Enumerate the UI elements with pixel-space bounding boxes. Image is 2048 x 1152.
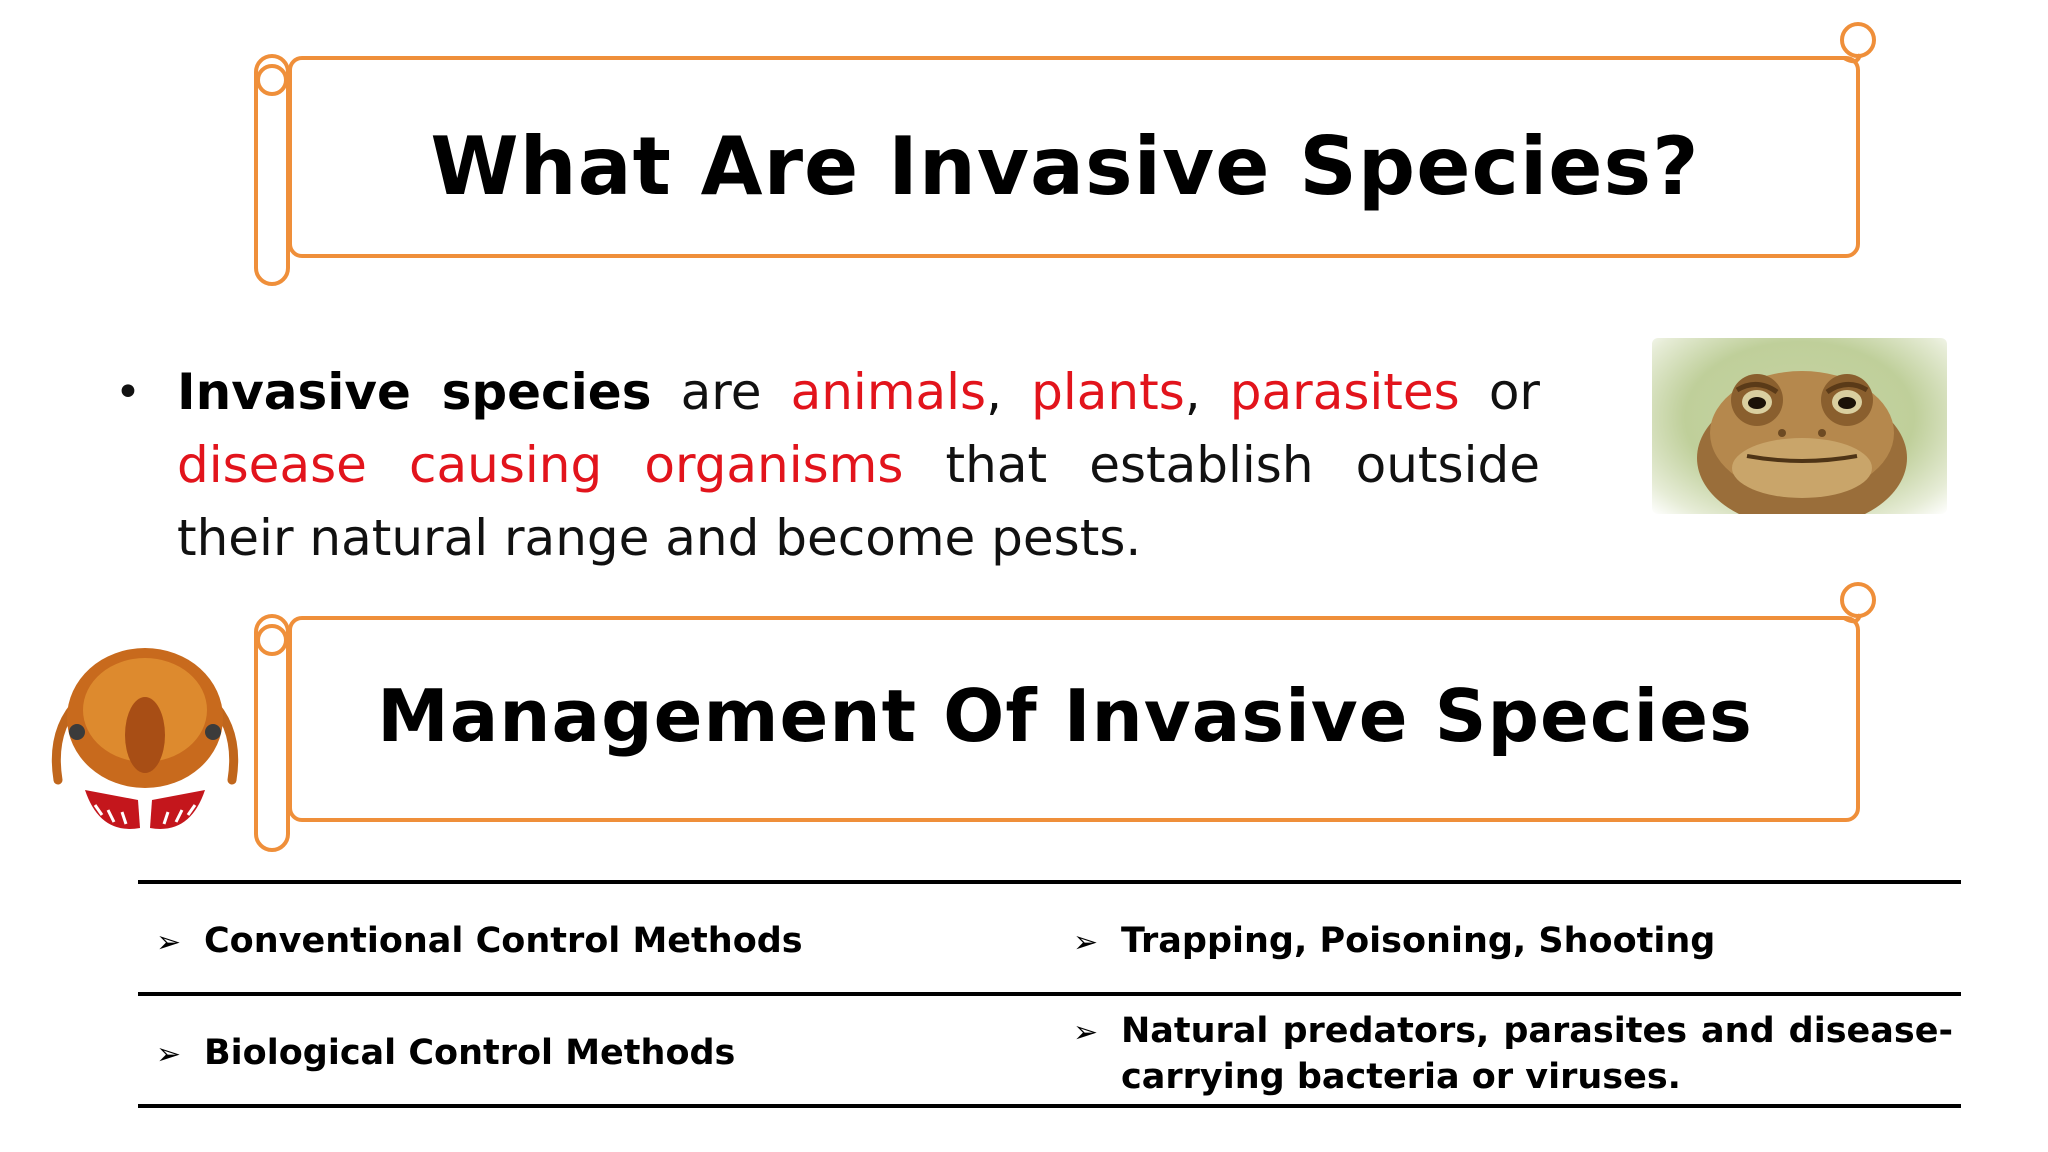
text-fragment: , — [1184, 363, 1230, 421]
definition-bullet — [115, 356, 1540, 575]
cell-text: Conventional Control Methods — [204, 921, 803, 961]
arrow-bullet-icon: ➢ — [1073, 925, 1099, 960]
page-title: What Are Invasive Species? — [430, 120, 1700, 213]
table-rule-top — [138, 880, 1961, 884]
text-fragment: , — [986, 363, 1032, 421]
table-rule-middle — [138, 992, 1961, 996]
arrow-bullet-icon: ➢ — [156, 1037, 182, 1072]
ant-image — [40, 640, 250, 840]
definition-text — [177, 356, 1540, 575]
cell-text: Natural predators, parasites and disease-carrying bacteria or viruses. — [1121, 1011, 1953, 1097]
arrow-bullet-icon: ➢ — [1073, 1015, 1099, 1050]
table-cell-description — [1073, 918, 1953, 964]
cell-text: Trapping, Poisoning, Shooting — [1121, 921, 1716, 961]
highlight-animals: animals — [790, 363, 987, 421]
text-fragment: or — [1459, 363, 1540, 421]
term-invasive-species: Invasive species — [177, 363, 652, 421]
cell-text: Biological Control Methods — [204, 1033, 736, 1073]
bullet-dot: • — [115, 367, 141, 418]
highlight-disease-organisms: disease causing organisms — [177, 436, 904, 494]
table-cell-method — [156, 918, 1016, 964]
title-scroll-banner — [250, 20, 1880, 290]
table-rule-bottom — [138, 1104, 1961, 1108]
table-cell-description — [1073, 1008, 1953, 1100]
text-fragment: are — [651, 363, 791, 421]
highlight-plants: plants — [1031, 363, 1185, 421]
arrow-bullet-icon: ➢ — [156, 925, 182, 960]
text-fragment: that establish outside their natural range and become pests. — [177, 436, 1540, 567]
table-cell-method — [156, 1030, 1016, 1076]
highlight-parasites: parasites — [1229, 363, 1460, 421]
management-scroll-banner — [250, 578, 1880, 858]
section-title: Management Of Invasive Species — [377, 674, 1753, 758]
toad-image — [1652, 338, 1947, 514]
